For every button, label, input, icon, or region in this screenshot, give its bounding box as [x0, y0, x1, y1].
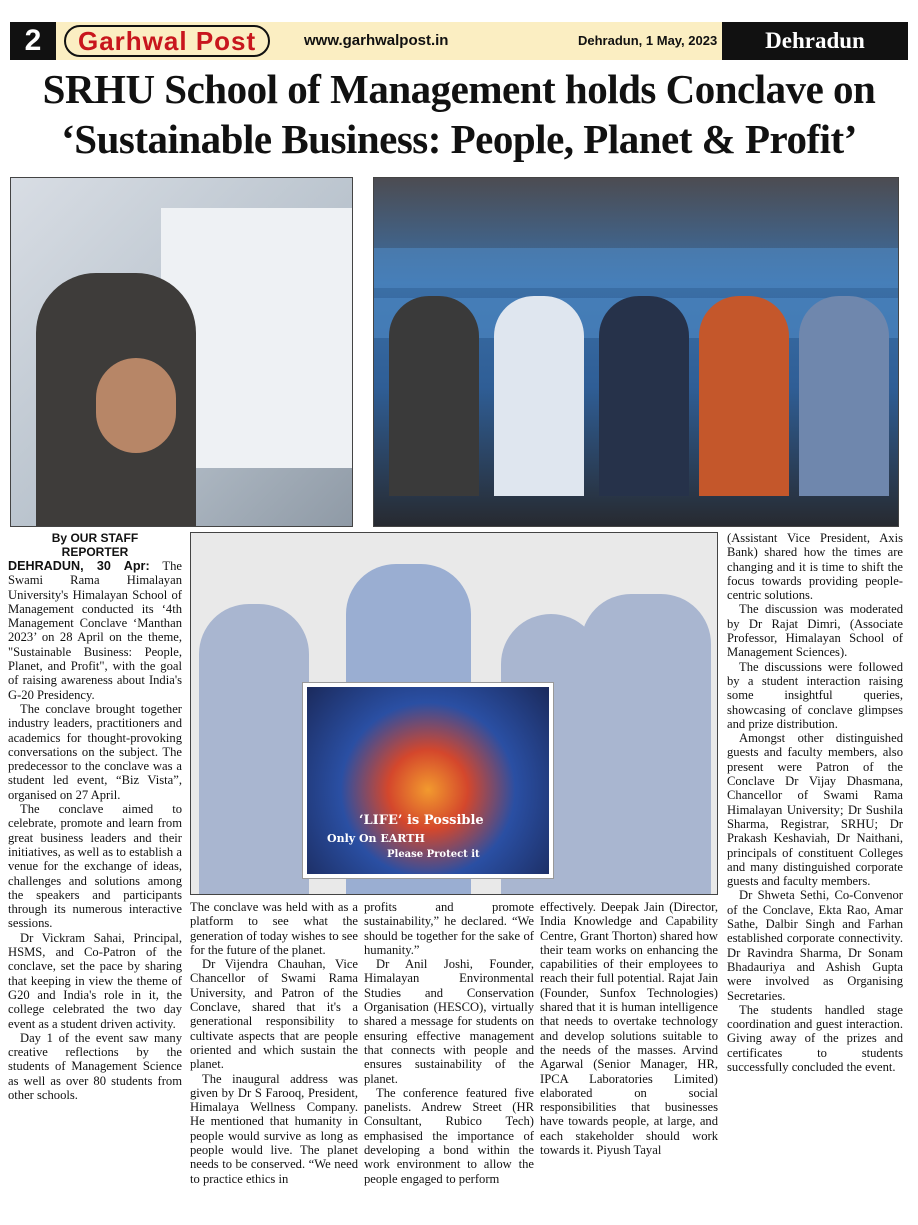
article-column-1 — [8, 531, 182, 1102]
paragraph — [8, 559, 182, 702]
paragraph: Dr Vickram Sahai, Principal, HSMS, and Co-Patron of the conclave, set the pace by sharing that keeping in view the theme of G20 and India's role in it, the college celebrated the two day event as a student driven activity. — [8, 930, 182, 1031]
headline-line-1: SRHU School of Management holds Conclave on — [42, 66, 876, 112]
paragraph: profits and promote sustainability,” he declared. “We should be together for the sake of humanity.” — [364, 900, 534, 957]
student-figure — [581, 594, 711, 894]
paragraph: The conclave was held with as a platform to see what the generation of today wishes to see for the future of the planet. — [190, 900, 358, 957]
guest-figure — [494, 296, 584, 496]
paragraph: Dr Shweta Sethi, Co-Convenor of the Conclave, Ekta Rao, Amar Sathe, Dalbir Singh and Farhan established corporate connectivity. Dr Ravindra Sharma, Dr Sonam Bhadauriya and Ashish Gupta were involved as Organising Secretaries. — [727, 888, 903, 1003]
article-headline — [0, 64, 918, 164]
paragraph: The inaugural address was given by Dr S Farooq, President, Himalaya Wellness Company. He mentioned that humanity in people would survive as long as people would live. The planet needs to be conserved. “We need to practice ethics in — [190, 1071, 358, 1186]
speaker-at-podium-photo — [10, 177, 353, 527]
website-url: www.garhwalpost.in — [304, 32, 449, 49]
paragraph: The discussions were followed by a student interaction raising some insightful queries, showcasing of conclave glimpses and prize distribution. — [727, 659, 903, 731]
paragraph: The discussion was moderated by Dr Rajat Dimri, (Associate Professor, Himalayan School of Management Sciences). — [727, 602, 903, 660]
paragraph: The conclave brought together industry leaders, practitioners and academics for thought-provoking conversations on the subject. The predecessor to the conclave was a student led event, “Biz Vista”, organised on 27 April. — [8, 701, 182, 802]
paragraph: The students handled stage coordination and guest interaction. Giving away of the prizes and certificates to students successfully concluded the event. — [727, 1002, 903, 1074]
audience-guests-photo — [373, 177, 899, 527]
page-number: 2 — [10, 22, 56, 60]
headline-line-2: ‘Sustainable Business: People, Planet & Profit’ — [61, 116, 857, 162]
article-column-2 — [190, 900, 358, 1186]
guest-figure — [799, 296, 889, 496]
guest-figure — [599, 296, 689, 496]
article-column-3 — [364, 900, 534, 1186]
guest-figure — [389, 296, 479, 496]
paragraph: Amongst other distinguished guests and faculty members, also present were Patron of the Conclave Dr Vijay Dhasmana, Chancellor of Swami Rama Himalayan University; Dr Sushila Sharma, Registrar, SRHU; Dr Prakash Keshaviah, Dr Naithani, principals of constituent Colleges and many distinguished corporate guests and faculty members. — [727, 731, 903, 889]
paragraph: Dr Anil Joshi, Founder, Himalayan Environmental Studies and Conservation Organisation (HESCO), virtually shared a message for students on ensuring effective management that connects with people and ensures sustainability of the planet. — [364, 957, 534, 1086]
painting-caption-2: Only On EARTH — [327, 832, 425, 845]
speaker-head — [96, 358, 176, 453]
article-column-5 — [727, 531, 903, 1074]
byline-line-1: By OUR STAFF — [51, 531, 139, 545]
painting-caption-3: Please Protect it — [387, 849, 480, 860]
paragraph: effectively. Deepak Jain (Director, India Knowledge and Capability Centre, Grant Thorton) shared how their team works on enhancing the capabilities of their employees to reach their full potential. Rajat Jain (Founder, Sunfox Technologies) shared that it is human intelligence that needs to overtake technology and develop solutions suitable to the needs of the masses. Arvind Agarwal (Senior Manager, HR, IPCA Laboratories Limited) elaborated on social responsibilities that businesses have towards people, at large, and each stakeholder should work towards it. Piyush Tayal — [540, 900, 718, 1158]
paragraph: The conclave aimed to celebrate, promote and learn from great business leaders and their initiatives, as well as to establish a venue for the exchange of ideas, challenges and solutions among the speakers and participants through its numerous interactive sessions. — [8, 802, 182, 931]
environment-painting — [303, 683, 553, 878]
paragraph: Day 1 of the event saw many creative reflections by the students of Management Science as well as over 80 students from other schools. — [8, 1030, 182, 1102]
paragraph-text: The Swami Rama Himalayan University's Himalayan School of Management conducted its ‘4th Management Conclave ‘Manthan 2023’ on 28 April on the theme, "Sustainable Business: People, Planet, and Profit", with the goal of raising awareness about India's G-20 Presidency. — [8, 559, 183, 702]
painting-caption-1: ‘LIFE’ is Possible — [359, 813, 484, 828]
article-column-4 — [540, 900, 718, 1157]
paragraph: The conference featured five panelists. Andrew Street (HR Consultant, Rubico Tech) emphasised the importance of developing a bond within the work environment to allow the people engaged to perform — [364, 1085, 534, 1186]
paragraph: (Assistant Vice President, Axis Bank) shared how the times are changing and it is time to shift the focus towards providing people-centric solutions. — [727, 531, 903, 603]
students-with-painting-photo — [190, 532, 718, 895]
student-figure — [199, 604, 309, 894]
guest-figure — [699, 296, 789, 496]
section-city: Dehradun — [722, 22, 908, 60]
story-dateline: DEHRADUN, 30 Apr: — [8, 559, 150, 573]
byline — [8, 531, 182, 559]
paragraph: Dr Vijendra Chauhan, Vice Chancellor of Swami Rama University, and Patron of the Conclave, shared that it's a generational responsibility to cultivate aspects that are people oriented and which sustain the planet. — [190, 957, 358, 1072]
masthead-bar — [10, 22, 908, 60]
seat-row — [374, 248, 899, 288]
byline-line-2: REPORTER — [61, 545, 129, 559]
issue-dateline: Dehradun, 1 May, 2023 — [578, 33, 718, 48]
newspaper-logo: Garhwal Post — [64, 25, 270, 57]
